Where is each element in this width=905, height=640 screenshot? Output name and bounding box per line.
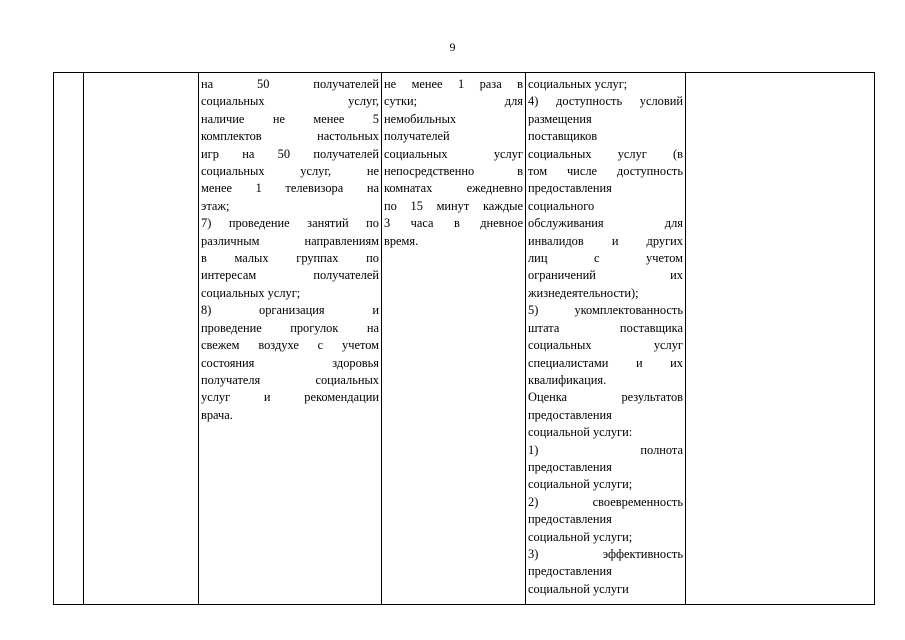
cell-line: 3 часа в дневное bbox=[384, 216, 523, 231]
cell-line: комплектов настольных bbox=[201, 129, 379, 144]
cell-line: предоставления bbox=[528, 459, 612, 474]
cell-line: менее 1 телевизора на bbox=[201, 181, 379, 196]
cell-line: 8) организация и bbox=[201, 303, 379, 318]
table-cell-description bbox=[199, 73, 382, 605]
cell-line: по 15 минут каждые bbox=[384, 198, 523, 213]
cell-line: в малых группах по bbox=[201, 251, 379, 266]
cell-line: социального bbox=[528, 198, 595, 213]
cell-line: социальной услуги; bbox=[528, 529, 633, 544]
cell-line: обслуживания для bbox=[528, 216, 683, 231]
cell-line: время. bbox=[384, 233, 419, 248]
cell-line: сутки; для bbox=[384, 94, 523, 109]
cell-line: врача. bbox=[201, 407, 233, 422]
cell-line: социальной услуги; bbox=[528, 477, 633, 492]
cell-line: интересам получателей bbox=[201, 268, 379, 283]
cell-line: социальной услуги: bbox=[528, 425, 633, 440]
cell-line: различным направлениям bbox=[201, 233, 379, 248]
cell-line: социальных услуг, не bbox=[201, 164, 379, 179]
table-cell-timing bbox=[382, 73, 526, 605]
cell-line: немобильных bbox=[384, 111, 457, 126]
cell-line: проведение прогулок на bbox=[201, 320, 379, 335]
cell-line: социальной услуги bbox=[528, 581, 629, 596]
cell-line: том числе доступность bbox=[528, 164, 683, 179]
cell-line: наличие не менее 5 bbox=[201, 111, 379, 126]
cell-line: социальных услуг bbox=[528, 338, 683, 353]
service-standard-table bbox=[53, 72, 875, 605]
cell-line: непосредственно в bbox=[384, 164, 523, 179]
page-number: 9 bbox=[449, 40, 456, 54]
cell-line: лиц с учетом bbox=[528, 251, 683, 266]
cell-line: 7) проведение занятий по bbox=[201, 216, 379, 231]
cell-line: услуг и рекомендации bbox=[201, 390, 379, 405]
cell-line: размещения bbox=[528, 111, 592, 126]
cell-line: 5) укомплектованность bbox=[528, 303, 683, 318]
cell-line: получателей bbox=[384, 129, 450, 144]
cell-line: предоставления bbox=[528, 181, 612, 196]
cell-line: штата поставщика bbox=[528, 320, 683, 335]
cell-line: квалификация. bbox=[528, 372, 607, 387]
cell-line: социальных услуг bbox=[384, 146, 523, 161]
cell-line: инвалидов и других bbox=[528, 233, 683, 248]
cell-line: социальных услуг; bbox=[528, 77, 628, 91]
cell-line: состояния здоровья bbox=[201, 355, 379, 370]
cell-line: предоставления bbox=[528, 564, 612, 579]
cell-line: 1) полнота bbox=[528, 442, 683, 457]
cell-line: свежем воздухе с учетом bbox=[201, 338, 379, 353]
cell-line: на 50 получателей bbox=[201, 77, 379, 91]
table-cell-number bbox=[54, 73, 84, 605]
table-cell-notes bbox=[686, 73, 875, 605]
cell-line: ограничений их bbox=[528, 268, 683, 283]
cell-line: 2) своевременность bbox=[528, 494, 683, 509]
cell-line: игр на 50 получателей bbox=[201, 146, 379, 161]
cell-line: 4) доступность условий bbox=[528, 94, 683, 109]
cell-line: предоставления bbox=[528, 512, 612, 527]
table-row bbox=[54, 73, 875, 605]
cell-line: предоставления bbox=[528, 407, 612, 422]
cell-line: социальных услуг; bbox=[201, 285, 301, 300]
cell-line: не менее 1 раза в bbox=[384, 77, 523, 91]
cell-line: поставщиков bbox=[528, 129, 598, 144]
table-cell-service-name bbox=[84, 73, 199, 605]
cell-line: Оценка результатов bbox=[528, 390, 683, 405]
cell-line: этаж; bbox=[201, 198, 230, 213]
cell-line: социальных услуг, bbox=[201, 94, 379, 109]
cell-line: специалистами и их bbox=[528, 355, 683, 370]
cell-line: жизнедеятельности); bbox=[528, 285, 639, 300]
cell-line: 3) эффективность bbox=[528, 546, 683, 561]
cell-line: социальных услуг (в bbox=[528, 146, 683, 161]
table-cell-quality-indicators bbox=[526, 73, 686, 605]
cell-line: комнатах ежедневно bbox=[384, 181, 523, 196]
cell-line: получателя социальных bbox=[201, 372, 379, 387]
